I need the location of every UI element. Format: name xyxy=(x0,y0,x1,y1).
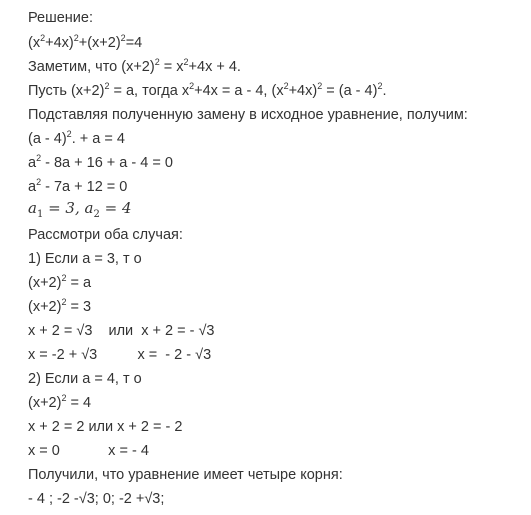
case-1-solutions: x = -2 + √3 x = - 2 - √3 xyxy=(28,347,212,363)
case-1-heading: 1) Если a = 3, т о xyxy=(28,251,142,267)
case-2-heading: 2) Если a = 4, т о xyxy=(28,371,142,387)
expanded-equation: $a^2 - 8a + 16 + a - 4 = 0$ xyxy=(28,153,173,171)
conclusion-line: Получили, что уравнение имеет четыре корня: xyxy=(28,467,343,483)
substituted-equation: (a - 4)$^2$. + a = 4 xyxy=(28,129,125,147)
original-equation: $(x^2+4x)^2+(x+2)^2=4$ xyxy=(28,33,143,51)
case-2-linear-equations: x + 2 = 2 или x + 2 = - 2 xyxy=(28,419,183,435)
quadratic-equation: $a^2 - 7a + 12 = 0$ xyxy=(28,177,128,195)
solution-heading: Решение: xyxy=(28,10,93,26)
case-2-solutions: x = 0 x = - 4 xyxy=(28,443,149,459)
case-2-equation: $(x+2)^2 = 4$ xyxy=(28,393,92,411)
case-1-equation-a: $(x+2)^2 = a$ xyxy=(28,273,92,291)
quadratic-roots: $a_1 = 3$, $a_2 = 4$ xyxy=(28,199,132,220)
substitution-intro: Подставляя полученную замену в исходное уравнение, получим: xyxy=(28,107,468,123)
cases-heading: Рассмотри оба случая: xyxy=(28,227,183,243)
substitution-line: Пусть $(x+2)^2 = a$, тогда $x^2+4x = a - 4$, $(x^2+4x)^2 = (a - 4)^2$. xyxy=(28,81,387,99)
observation-line: Заметим, что $(x+2)^2 = x^2+4x + 4$. xyxy=(28,57,241,75)
final-roots: - 4 ; -2 -√3; 0; -2 +√3; xyxy=(28,491,165,507)
case-1-linear-equations: x + 2 = √3 или x + 2 = - √3 xyxy=(28,323,215,339)
case-1-equation-3: $(x+2)^2 = 3$ xyxy=(28,297,92,315)
